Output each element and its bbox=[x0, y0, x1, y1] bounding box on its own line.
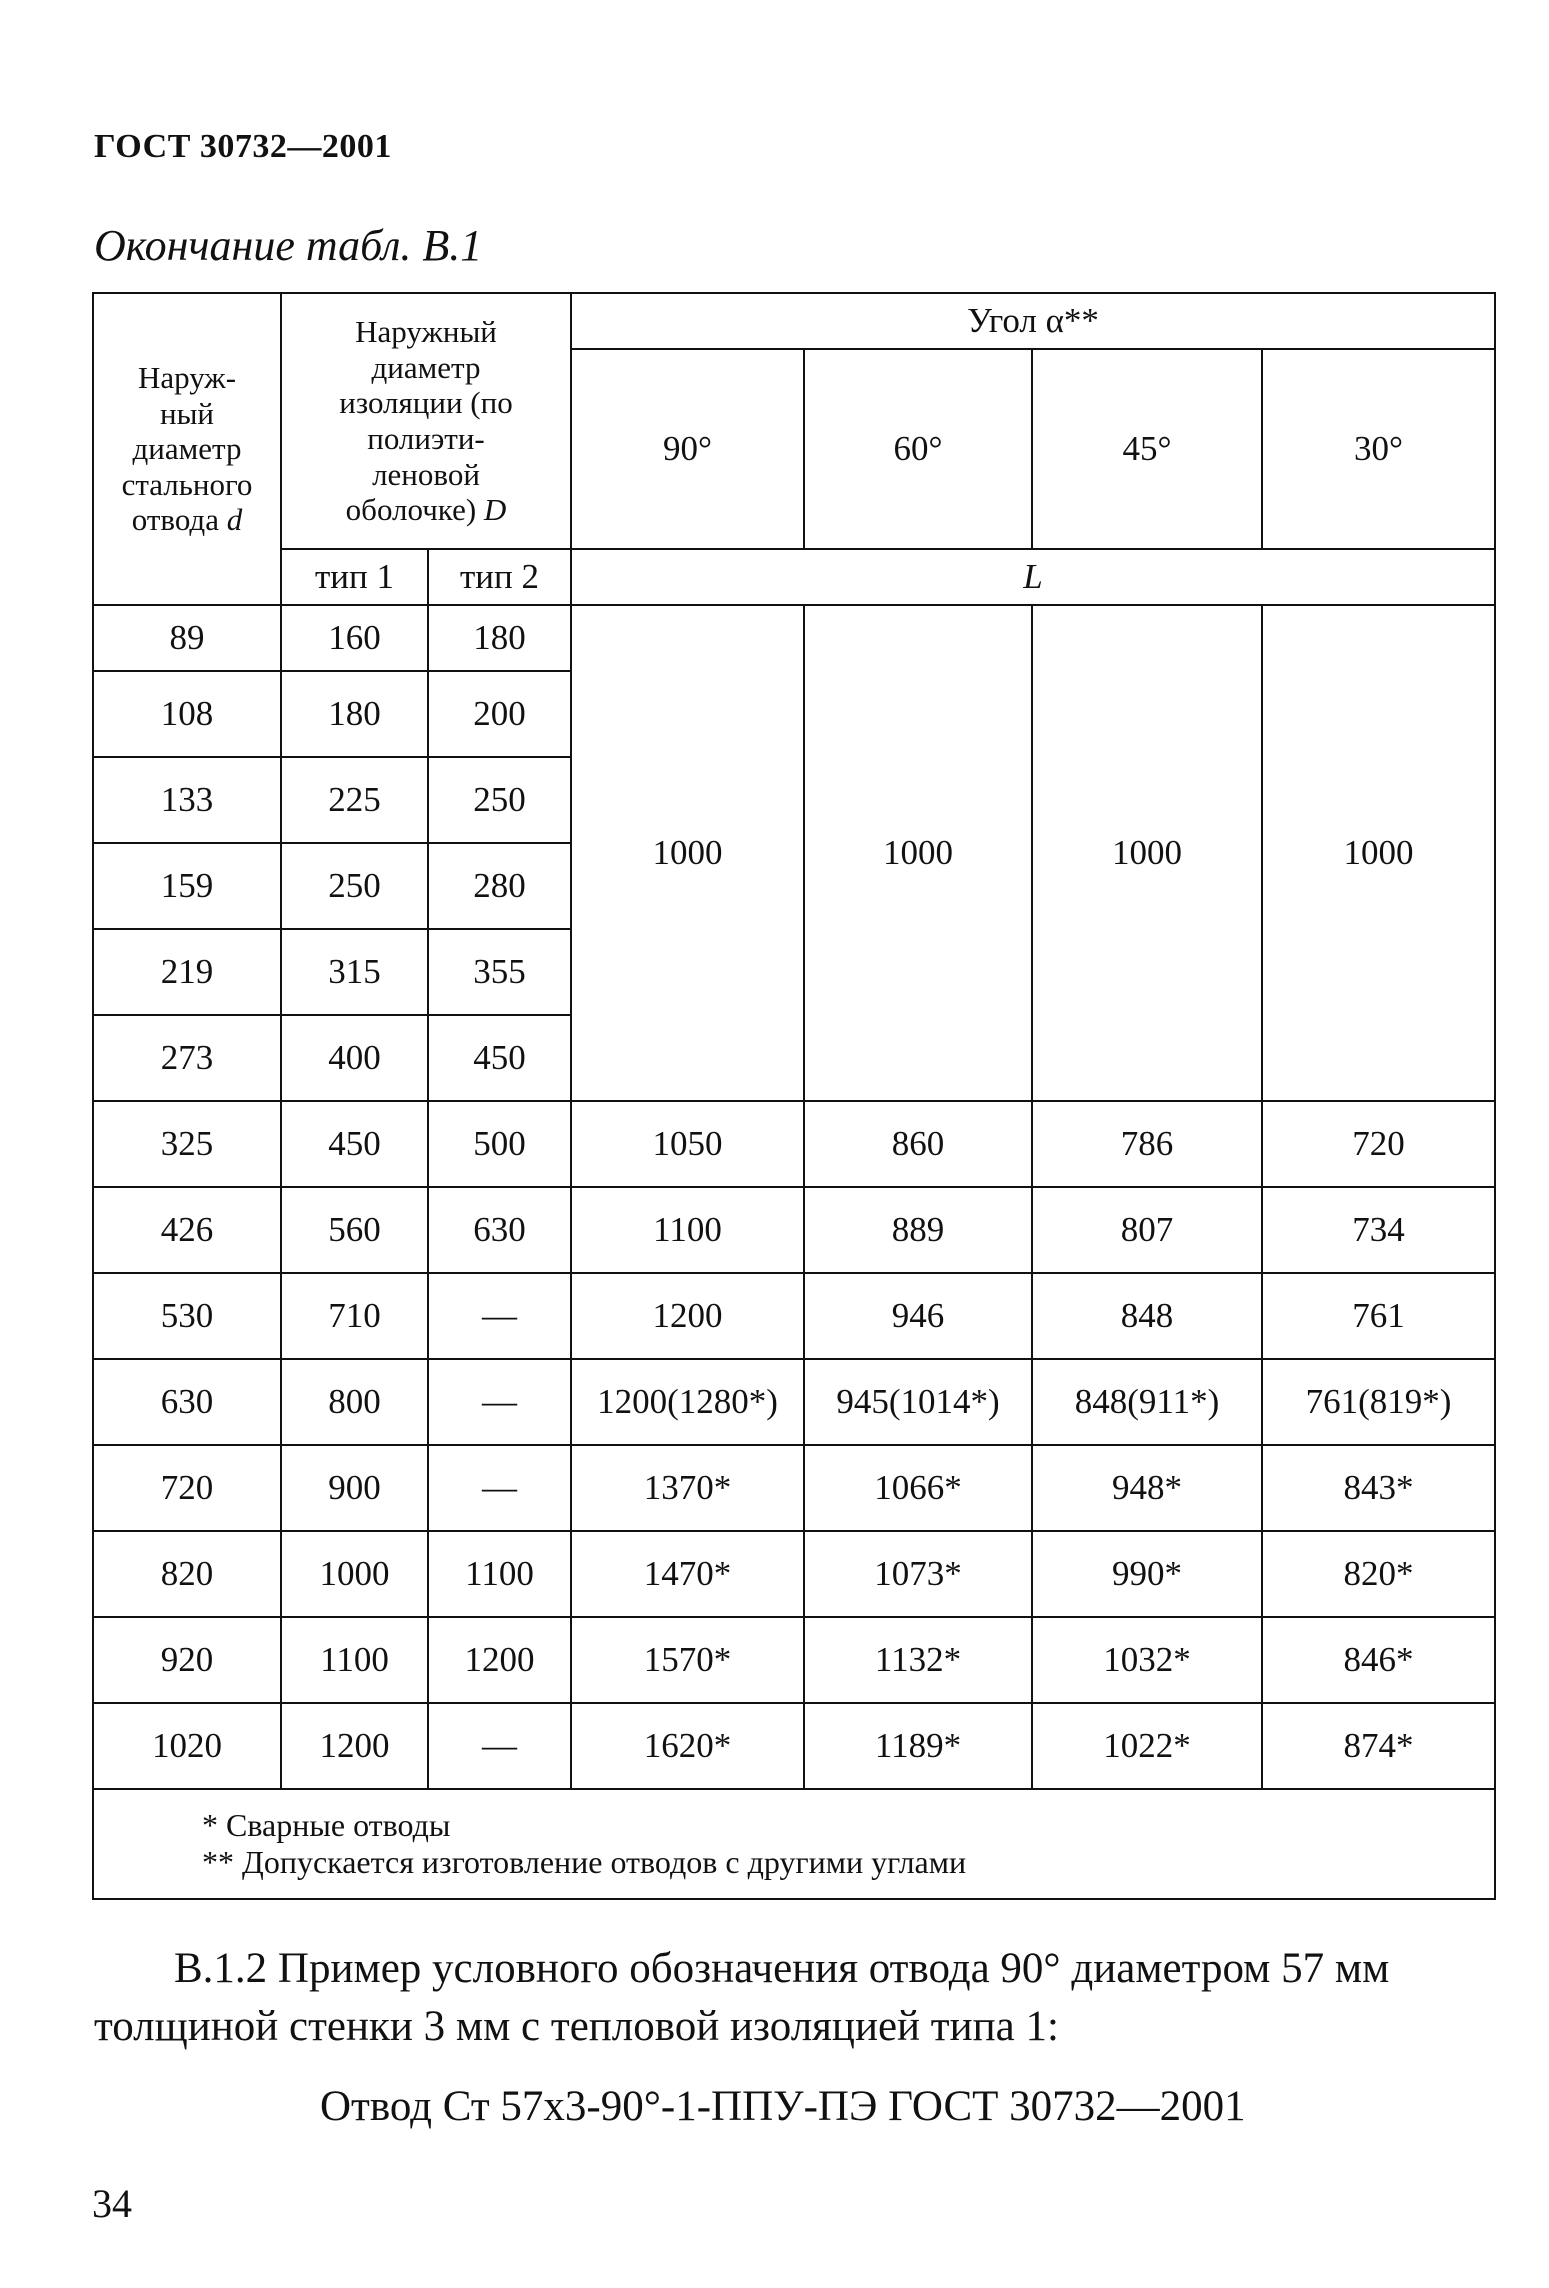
table-row: 159 250 280 bbox=[93, 843, 1495, 929]
table-caption: Окончание табл. В.1 bbox=[94, 221, 483, 270]
example-designation: Отвод Ст 57х3-90°-1-ППУ-ПЭ ГОСТ 30732—2001 bbox=[320, 2083, 1246, 2130]
table-row: 1020 1200 — 1620* 1189* 1022* 874* bbox=[93, 1703, 1495, 1789]
bend-dimensions-table bbox=[92, 292, 1496, 1900]
table-row: 426 560 630 1100 889 807 734 bbox=[93, 1187, 1495, 1273]
note-welded: * Сварные отводы bbox=[202, 1807, 451, 1844]
symbol-d: d bbox=[226, 502, 243, 538]
document-code: ГОСТ 30732—2001 bbox=[94, 128, 392, 165]
merged-length-30: 1000 bbox=[1262, 605, 1495, 1101]
merged-length-60: 1000 bbox=[804, 605, 1032, 1101]
header-type-1: тип 1 bbox=[281, 549, 428, 605]
header-insulation-diameter: Наружный диаметр изоляции (по полиэти- леновой оболочке) D bbox=[281, 293, 571, 549]
header-angle-60: 60° bbox=[804, 349, 1032, 549]
table-row: 133 225 250 bbox=[93, 757, 1495, 843]
table-notes bbox=[93, 1789, 1495, 1899]
header-type-2: тип 2 bbox=[428, 549, 571, 605]
table-row: 530 710 — 1200 946 848 761 bbox=[93, 1273, 1495, 1359]
merged-length-90: 1000 bbox=[571, 605, 804, 1101]
table-row: 273 400 450 bbox=[93, 1015, 1495, 1101]
table-row: 720 900 — 1370* 1066* 948* 843* bbox=[93, 1445, 1495, 1531]
header-angle-30: 30° bbox=[1262, 349, 1495, 549]
table-row: 108 180 200 bbox=[93, 671, 1495, 757]
header-angle-90: 90° bbox=[571, 349, 804, 549]
header-angle-45: 45° bbox=[1032, 349, 1262, 549]
table-row: 630 800 — 1200(1280*) 945(1014*) 848(911*) 761(819*) bbox=[93, 1359, 1495, 1445]
header-steel-diameter: Наруж- ный диаметр стального отвода d bbox=[93, 293, 281, 605]
symbol-D: D bbox=[483, 492, 507, 528]
table-row: 920 1100 1200 1570* 1132* 1032* 846* bbox=[93, 1617, 1495, 1703]
merged-length-45: 1000 bbox=[1032, 605, 1262, 1101]
example-paragraph: В.1.2 Пример условного обозначения отвода 90° диаметром 57 мм толщиной стенки 3 мм с тепловой изоляцией типа 1: bbox=[94, 1945, 1390, 2051]
table-row: 820 1000 1100 1470* 1073* 990* 820* bbox=[93, 1531, 1495, 1617]
page-number: 34 bbox=[92, 2181, 132, 2226]
table-row: 325 450 500 1050 860 786 720 bbox=[93, 1101, 1495, 1187]
header-angle: Угол α** bbox=[571, 293, 1495, 349]
header-length-L: L bbox=[571, 549, 1495, 605]
table-row: 219 315 355 bbox=[93, 929, 1495, 1015]
note-other-angles: ** Допускается изготовление отводов с другими углами bbox=[202, 1844, 967, 1880]
table-row: 89 160 180 1000 1000 1000 1000 bbox=[93, 605, 1495, 671]
